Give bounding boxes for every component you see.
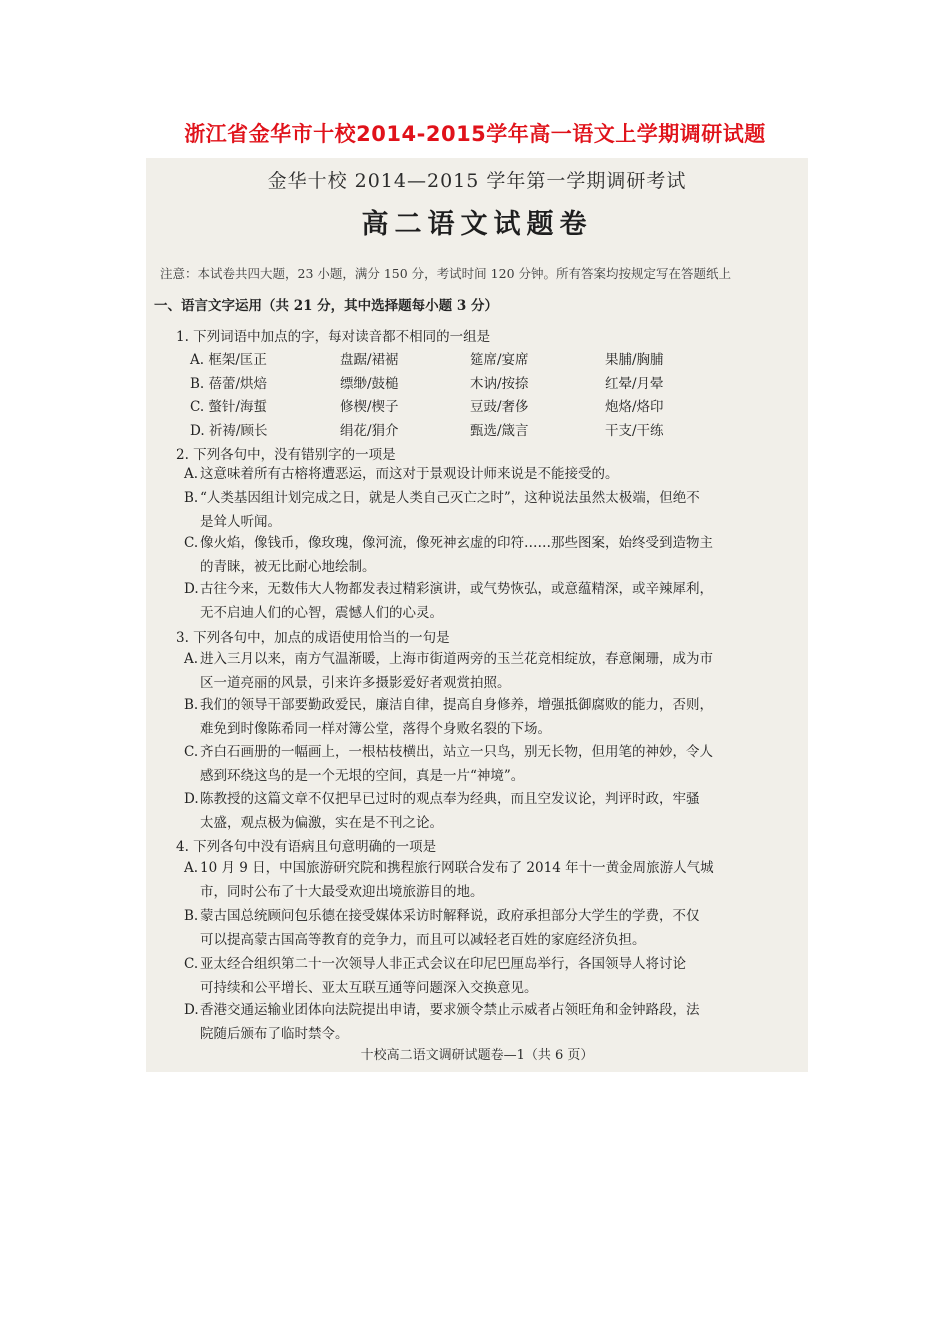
option-cell: 筵席/宴席 bbox=[470, 352, 529, 368]
option-cell: 炮烙/烙印 bbox=[605, 399, 664, 415]
option-label: D. bbox=[184, 1002, 199, 1018]
question-3-option-d bbox=[184, 788, 700, 835]
option-line: 这意味着所有古榕将遭恶运，而这对于景观设计师来说是不能接受的。 bbox=[200, 466, 619, 482]
question-4-stem: 4. 下列各句中没有语病且句意明确的一项是 bbox=[176, 839, 437, 855]
option-cell: 修楔/楔子 bbox=[340, 399, 399, 415]
option-line: 香港交通运输业团体向法院提出申请，要求颁令禁止示威者占领旺角和金钟路段，法 bbox=[200, 1002, 700, 1018]
question-4-option-a bbox=[184, 857, 714, 904]
option-row-d bbox=[190, 419, 750, 443]
page-footer: 十校高二语文调研试题卷—1（共 6 页） bbox=[360, 1048, 594, 1063]
document-title: 浙江省金华市十校2014-2015学年高一语文上学期调研试题 bbox=[184, 122, 766, 146]
option-label: C. bbox=[184, 956, 199, 972]
question-2-option-d bbox=[184, 578, 713, 625]
option-cell: 木讷/按捺 bbox=[470, 375, 529, 392]
option-cell: A. 框架/匡正 bbox=[190, 352, 267, 368]
option-line: 齐白石画册的一幅画上，一根枯枝横出，站立一只鸟，别无长物，但用笔的神妙，令人 bbox=[200, 744, 713, 760]
question-3-option-a bbox=[184, 648, 713, 695]
option-line: 难免到时像陈希同一样对簿公堂，落得个身败名裂的下场。 bbox=[200, 720, 551, 737]
option-cell: C. 螫针/海蜇 bbox=[190, 399, 267, 415]
option-label: C. bbox=[184, 535, 199, 551]
scanned-exam-page bbox=[146, 158, 808, 1072]
option-line: “人类基因组计划完成之日，就是人类自己灭亡之时”，这种说法虽然太极端，但绝不 bbox=[200, 490, 700, 506]
option-label: A. bbox=[184, 860, 199, 876]
option-cell: D. 祈祷/顾长 bbox=[190, 422, 268, 439]
option-cell: 缥缈/鼓槌 bbox=[340, 375, 399, 392]
question-4-option-d bbox=[184, 999, 700, 1046]
option-line: 进入三月以来，南方气温渐暖，上海市街道两旁的玉兰花竞相绽放，春意阑珊，成为市 bbox=[200, 651, 713, 667]
question-3-stem: 3. 下列各句中，加点的成语使用恰当的一句是 bbox=[176, 630, 450, 646]
option-cell: 红晕/月晕 bbox=[605, 375, 664, 392]
option-label: D. bbox=[184, 791, 199, 807]
option-line: 感到环绕这鸟的是一个无垠的空间，真是一片“神境”。 bbox=[200, 767, 525, 784]
option-label: C. bbox=[184, 744, 199, 760]
option-row-c bbox=[190, 395, 750, 419]
option-line: 可以提高蒙古国高等教育的竞争力，而且可以减轻老百姓的家庭经济负担。 bbox=[200, 931, 646, 948]
option-label: A. bbox=[184, 466, 199, 482]
option-label: D. bbox=[184, 581, 199, 597]
option-line: 亚太经合组织第二十一次领导人非正式会议在印尼巴厘岛举行，各国领导人将讨论 bbox=[200, 956, 686, 972]
option-line: 古往今来，无数伟大人物都发表过精彩演讲，或气势恢弘，或意蕴精深，或辛辣犀利， bbox=[200, 581, 713, 597]
question-2-option-a bbox=[184, 463, 619, 487]
option-line: 可持续和公平增长、亚太互联互通等问题深入交换意见。 bbox=[200, 979, 538, 996]
option-line: 蒙古国总统顾问包乐德在接受媒体采访时解释说，政府承担部分大学生的学费，不仅 bbox=[200, 908, 700, 924]
option-line: 区一道亮丽的风景，引来许多摄影爱好者观赏拍照。 bbox=[200, 674, 511, 691]
option-cell: 豆豉/奢侈 bbox=[470, 399, 529, 415]
option-label: B. bbox=[184, 697, 199, 713]
option-label: B. bbox=[184, 908, 199, 924]
question-2-option-b bbox=[184, 487, 700, 534]
option-label: B. bbox=[184, 490, 199, 506]
option-cell: 甄选/箴言 bbox=[470, 422, 529, 439]
option-cell: B. 蓓蕾/烘焙 bbox=[190, 375, 268, 392]
question-1-options bbox=[190, 348, 750, 442]
option-cell: 盘踞/裙裾 bbox=[340, 352, 399, 368]
question-4-option-c bbox=[184, 953, 686, 1000]
question-1-stem: 1. 下列词语中加点的字，每对读音都不相同的一组是 bbox=[176, 329, 491, 345]
option-line: 的青睐，被无比耐心地绘制。 bbox=[200, 558, 376, 575]
section-heading: 一、语言文字运用（共 21 分，其中选择题每小题 3 分） bbox=[154, 298, 498, 314]
question-3-option-b bbox=[184, 694, 713, 741]
option-label: A. bbox=[184, 651, 199, 667]
option-line: 市，同时公布了十大最受欢迎出境旅游目的地。 bbox=[200, 883, 484, 900]
option-line: 太盛，观点极为偏激，实在是不刊之论。 bbox=[200, 814, 443, 831]
option-line: 10 月 9 日，中国旅游研究院和携程旅行网联合发布了 2014 年十一黄金周旅游人气城 bbox=[200, 860, 714, 876]
paper-title: 高二语文试题卷 bbox=[361, 209, 593, 240]
option-line: 无不启迪人们的心智，震憾人们的心灵。 bbox=[200, 604, 443, 621]
option-line: 像火焰，像钱币，像玫瑰，像河流，像死神玄虚的印符……那些图案，始终受到造物主 bbox=[200, 535, 713, 551]
option-row-a bbox=[190, 348, 750, 372]
option-cell: 果脯/胸脯 bbox=[605, 352, 664, 368]
option-cell: 绢花/狷介 bbox=[340, 422, 399, 439]
exam-name: 金华十校 2014—2015 学年第一学期调研考试 bbox=[267, 170, 687, 192]
option-cell: 干支/干练 bbox=[605, 422, 664, 439]
question-2-option-c bbox=[184, 532, 713, 579]
option-line: 我们的领导干部要勤政爱民，廉洁自律，提高自身修养，增强抵御腐败的能力，否则， bbox=[200, 697, 713, 713]
option-line: 陈教授的这篇文章不仅把早已过时的观点奉为经典，而且空发议论，判评时政，牢骚 bbox=[200, 791, 700, 807]
option-line: 是耸人听闻。 bbox=[200, 513, 281, 530]
question-2-stem: 2. 下列各句中，没有错别字的一项是 bbox=[176, 447, 396, 463]
option-line: 院随后颁布了临时禁令。 bbox=[200, 1025, 349, 1042]
option-row-b bbox=[190, 372, 750, 396]
exam-notice: 注意：本试卷共四大题，23 小题，满分 150 分，考试时间 120 分钟。所有答案均按规定写在答题纸上 bbox=[160, 266, 731, 281]
question-4-option-b bbox=[184, 905, 700, 952]
question-3-option-c bbox=[184, 741, 713, 788]
